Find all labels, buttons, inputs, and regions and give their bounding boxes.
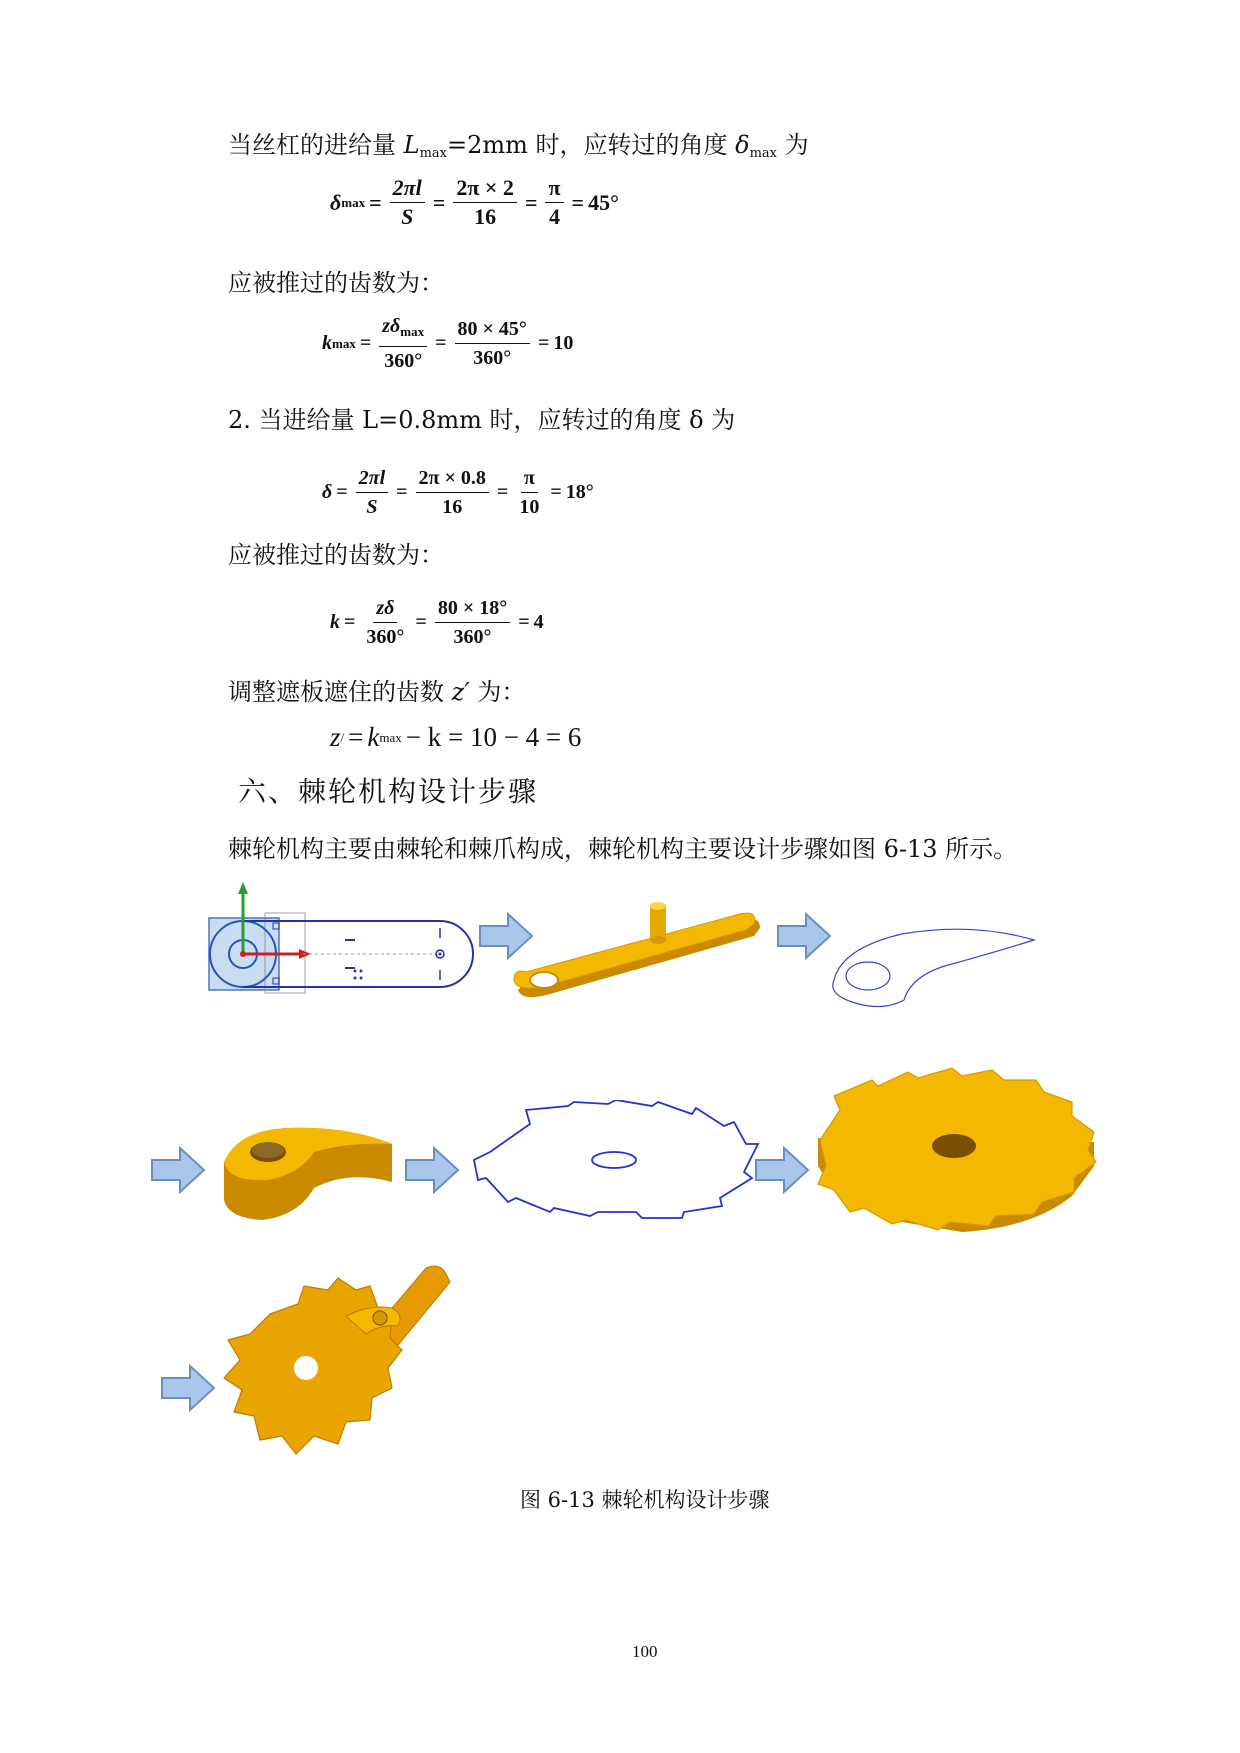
fraction: $\frac{2\pi \times 2}{16}$	[453, 176, 517, 229]
figure-caption: 图 6-13 棘轮机构设计步骤	[520, 1488, 770, 1512]
fraction: $\frac{\pi}{10}$	[519, 467, 540, 518]
pawl-lever-3d-figure	[510, 898, 765, 1010]
fraction: $\frac{2\pi l}{S}$	[390, 176, 425, 229]
page-number: 100	[632, 1642, 658, 1661]
fraction: $\frac{z\delta_{max}}{360^\circ}$	[379, 314, 427, 373]
equation-k: k = $\frac{z\delta}{360^\circ}$ = $\frac{80 \times 18^\circ}{360^\circ}$ = 4	[330, 597, 544, 648]
teeth-label-1: 应被推过的齿数为：	[228, 269, 444, 297]
ratchet-sketch-figure	[470, 1100, 760, 1220]
ratchet-wheel-3d-figure	[812, 1066, 1100, 1234]
arrow-right-icon	[404, 1146, 460, 1194]
arrow-right-icon	[160, 1364, 216, 1412]
equation-k-max: k max = $\frac{z\delta_{max}}{360^\circ}$ = $\frac{80 \times 45^\circ}{360^\circ}$ = 10	[322, 315, 574, 372]
fraction: $\frac{80 \times 18^\circ}{360^\circ}$	[435, 596, 510, 649]
pawl-3d-figure	[218, 1122, 398, 1222]
ratchet-assembly-3d-figure	[220, 1264, 460, 1480]
teeth-label-2: 应被推过的齿数为：	[228, 541, 444, 569]
fraction: $\frac{2\pi \times 0.8}{16}$	[416, 466, 489, 519]
fraction: $\frac{z\delta}{360^\circ}$	[366, 597, 405, 648]
section-heading: 六、棘轮机构设计步骤	[238, 775, 539, 808]
equation-z-prime: z / = k max − k = 10 − 4 = 6	[330, 722, 582, 752]
arrow-right-icon	[754, 1146, 810, 1194]
arrow-right-icon	[150, 1146, 206, 1194]
intro-paragraph: 棘轮机构主要由棘轮和棘爪构成，棘轮机构主要设计步骤如图 6-13 所示。	[228, 835, 1018, 863]
fraction: $\frac{\pi}{4}$	[545, 176, 563, 229]
cad-sketch-figure	[205, 878, 475, 998]
paragraph-covered-teeth: 调整遮板遮住的齿数 z′ 为：	[228, 678, 526, 706]
equation-delta: δ = $\frac{2\pi l}{S}$ = $\frac{2\pi \times 0.8}{16}$ = $\frac{\pi}{10}$ = 18°	[322, 467, 594, 518]
paragraph-feed-08: 2. 当进给量 L=0.8mm 时，应转过的角度 δ 为	[228, 406, 736, 434]
fraction: $\frac{2\pi l}{S}$	[356, 466, 388, 519]
paragraph-feed-max: 当丝杠的进给量 $L_{max}=2mm$ 时，应转过的角度 $\delta_{max}$ 为	[228, 131, 809, 161]
equation-delta-max: δ max = $\frac{2\pi l}{S}$ = $\frac{2\pi \times 2}{16}$ = $\frac{\pi}{4}$ = 45°	[330, 175, 619, 229]
pawl-profile-sketch-figure	[822, 920, 1042, 1010]
fraction: $\frac{80 \times 45^\circ}{360^\circ}$	[455, 317, 530, 370]
